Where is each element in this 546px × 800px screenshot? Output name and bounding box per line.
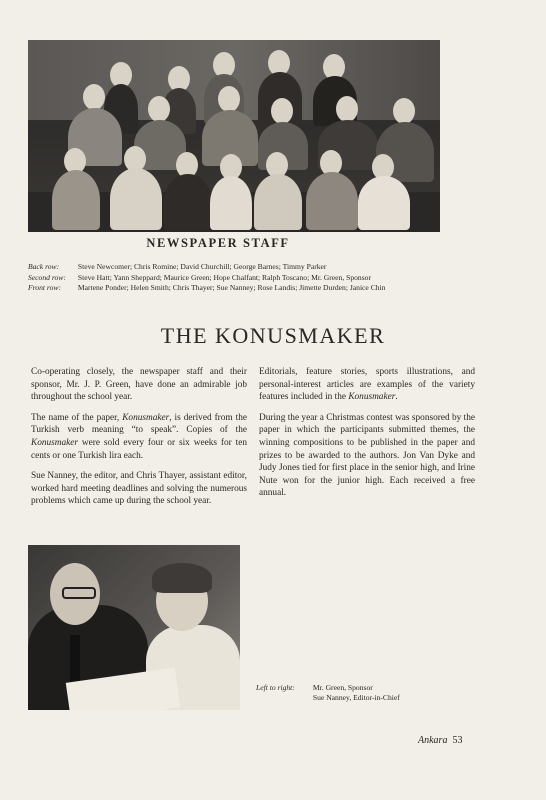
paragraph: The name of the paper, Konusmaker, is derived from the Turkish verb meaning “to speak”. Copies of the Konusmaker were sold every four or six weeks for ten cents or one Turkish lira each. <box>31 412 247 461</box>
staff-row-second <box>28 273 528 284</box>
newspaper-staff-photo <box>28 40 440 232</box>
row-label: Back row: <box>28 262 60 271</box>
staff-row-back <box>28 262 528 273</box>
article-heading: THE KONUSMAKER <box>160 323 386 348</box>
paragraph: Editorials, feature stories, sports illustrations, and personal-interest articles are examples of the variety features included in the Konusmaker. <box>259 367 475 403</box>
paragraph: Co-operating closely, the newspaper staff and their sponsor, Mr. J. P. Green, have done an admirable job throughout the school year. <box>31 367 247 403</box>
row-label: Front row: <box>28 283 61 292</box>
footer-place: Ankara <box>418 735 448 746</box>
row-label: Second row: <box>28 272 66 282</box>
caption-names: Mr. Green, Sponsor Sue Nanney, Editor-in-Chief <box>312 683 400 702</box>
paragraph: During the year a Christmas contest was sponsored by the paper in which the participants submitted themes, the winning compositions to be published in the paper and prizes to be awarded to the authors. Jon Van Dyke and Judy Jones tied for first place in the senior high, and Irine Nute won for the junior high. Each received a free annual. <box>259 412 475 499</box>
page-footer <box>418 735 462 746</box>
page-number: 53 <box>452 735 463 746</box>
staff-names <box>28 262 528 294</box>
row-names: Steve Newcomer; Chris Romine; David Churchill; George Barnes; Timmy Parker <box>77 262 327 271</box>
row-names: Martene Ponder; Helen Smith; Chris Thayer; Sue Nanney; Rose Landis; Jimette Durden; Janice Chin <box>77 283 386 292</box>
right-column <box>259 366 475 508</box>
paragraph: Sue Nanney, the editor, and Chris Thayer, assistant editor, worked hard meeting deadlines and solving the numerous problems which came up during the school year. <box>31 471 247 507</box>
left-column <box>31 366 247 516</box>
staff-row-front <box>28 283 528 294</box>
bottom-photo-caption <box>256 683 400 703</box>
sponsor-editor-photo <box>28 545 240 710</box>
row-names: Steve Hatt; Yann Sheppard; Maurice Green; Hope Chalfant; Ralph Toscano; Mr. Green, Sponsor <box>77 272 372 282</box>
photo-caption-title: NEWSPAPER STAFF <box>146 236 290 250</box>
caption-label: Left to right: <box>256 683 295 692</box>
